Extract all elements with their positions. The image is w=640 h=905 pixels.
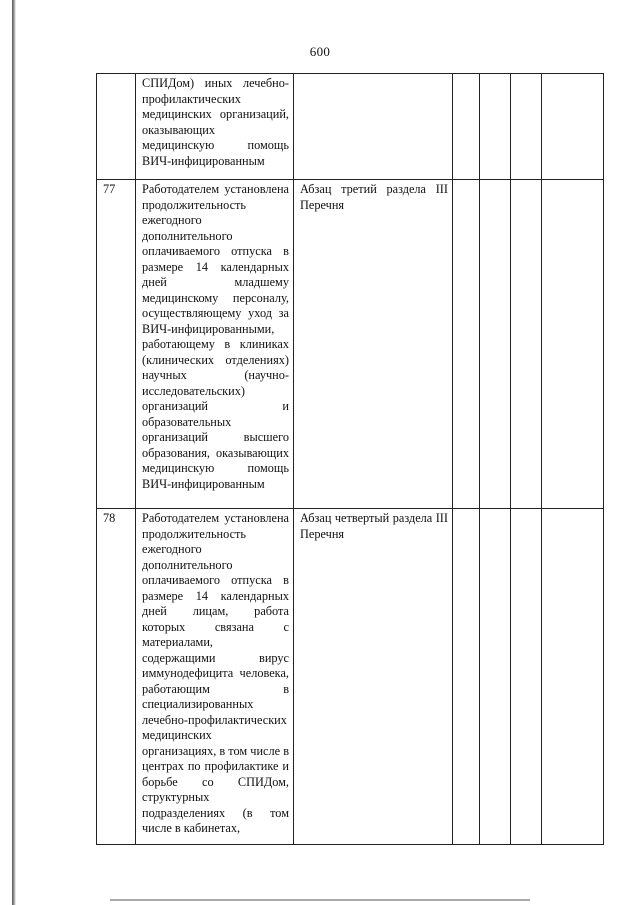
- answer-cell-no: [480, 180, 511, 509]
- answer-cell-na: [511, 180, 542, 509]
- answer-cell-yes: [453, 180, 480, 509]
- notes-cell: [542, 74, 604, 180]
- table-row: [97, 509, 604, 845]
- reference-cell: [294, 180, 453, 509]
- requirement-cell: [136, 180, 294, 509]
- answer-cell-na: [511, 74, 542, 180]
- answer-cell-no: [480, 509, 511, 845]
- answer-cell-no: [480, 74, 511, 180]
- requirement-cell: [136, 74, 294, 180]
- answer-cell-yes: [453, 74, 480, 180]
- table-row: [97, 180, 604, 509]
- answer-cell-yes: [453, 509, 480, 845]
- requirement-text: Работодателем установлена продолжительность ежегодного дополнительного оплачиваемого отпуска в размере 14 календарных дней младшему медицинскому персоналу, осуществляющему уход за ВИЧ-инфицированными, работающему в клиниках (клинических отделениях) научных (научно-исследовательских) организаций и образовательных организаций высшего образования, оказывающих медицинскую помощь ВИЧ-инфицированным: [142, 182, 289, 491]
- table-row: [97, 74, 604, 180]
- reference-cell: [294, 74, 453, 180]
- row-number: [97, 74, 136, 180]
- requirement-text: Работодателем установлена продолжительность ежегодного дополнительного оплачиваемого отпуска в размере 14 календарных дней лицам, работа которых связана с материалами, содержащими вирус иммунодефицита человека, работающим в специализированных лечебно-профилактических медицинских организациях, в том числе в центрах по профилактике и борьбе со СПИДом, структурных подразделениях (в том числе в кабинетах,: [142, 511, 289, 835]
- reference-text: Абзац третий раздела III Перечня: [300, 182, 448, 212]
- checklist-table: [96, 73, 604, 845]
- reference-cell: [294, 509, 453, 845]
- answer-cell-na: [511, 509, 542, 845]
- notes-cell: [542, 509, 604, 845]
- page-number: 600: [309, 44, 331, 59]
- row-number: 78: [97, 509, 136, 845]
- notes-cell: [542, 180, 604, 509]
- scan-edge-shadow: [12, 0, 16, 905]
- reference-text: Абзац четвертый раздела III Перечня: [300, 511, 448, 541]
- requirement-text: СПИДом) иных лечебно-профилактических медицинских организаций, оказывающих медицинскую помощь ВИЧ-инфицированным: [142, 76, 289, 168]
- row-number: 77: [97, 180, 136, 509]
- scan-bottom-line: [110, 899, 530, 901]
- requirement-cell: [136, 509, 294, 845]
